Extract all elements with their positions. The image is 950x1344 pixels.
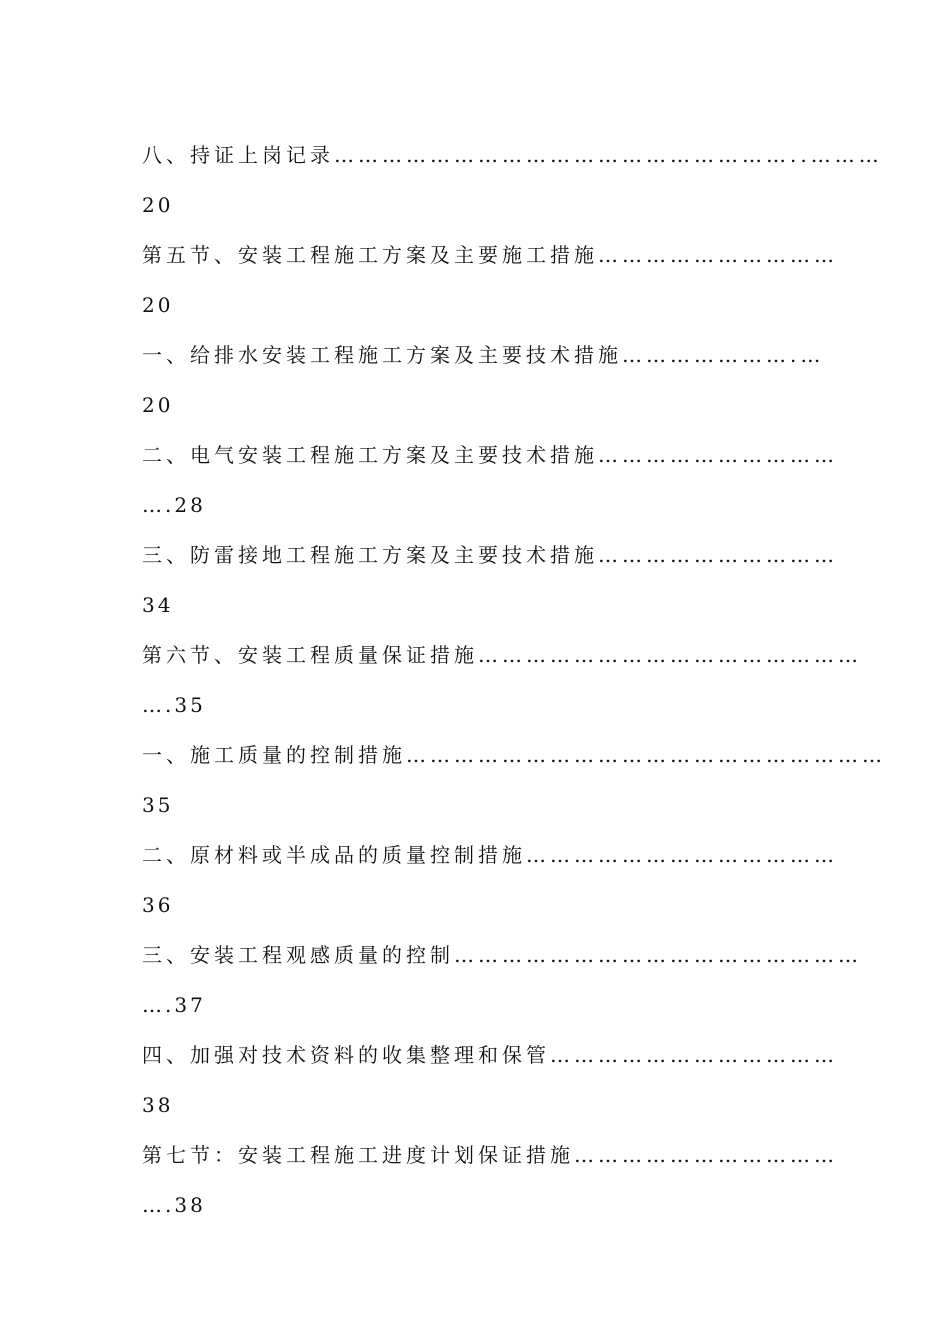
toc-entry <box>142 330 825 430</box>
toc-entry-title: 第五节、安装工程施工方案及主要施工措施………………………… <box>142 243 838 267</box>
toc-entry-title: 三、防雷接地工程施工方案及主要技术措施………………………… <box>142 543 838 567</box>
toc-entry-page: ….37 <box>142 993 206 1017</box>
toc-entry-title: 一、给排水安装工程施工方案及主要技术措施………………….… <box>142 343 825 367</box>
toc-entry <box>142 530 838 630</box>
toc-entry <box>142 1030 838 1130</box>
toc-entry-page: 20 <box>142 393 174 417</box>
toc-entry-title: 二、原材料或半成品的质量控制措施………………………………… <box>142 843 838 867</box>
toc-entry-page: 20 <box>142 193 174 217</box>
toc-entry-title: 第七节：安装工程施工进度计划保证措施…………………………… <box>142 1143 838 1167</box>
toc-entry <box>142 430 838 530</box>
toc-entry-page: ….35 <box>142 693 206 717</box>
toc-entry-page: 38 <box>142 1093 174 1117</box>
toc-entry-title: 三、安装工程观感质量的控制…………………………………………… <box>142 943 862 967</box>
toc-entry-page: 36 <box>142 893 174 917</box>
toc-entry-page: 35 <box>142 793 174 817</box>
toc-entry-title: 八、持证上岗记录…………………………………………………..……… <box>142 143 883 167</box>
toc-entry <box>142 1130 838 1230</box>
toc-entry-page: 34 <box>142 593 174 617</box>
table-of-contents <box>142 130 886 1230</box>
toc-entry-page: ….38 <box>142 1193 206 1217</box>
toc-entry <box>142 230 838 330</box>
toc-entry-title: 四、加强对技术资料的收集整理和保管……………………………… <box>142 1043 838 1067</box>
toc-entry <box>142 630 862 730</box>
toc-entry-page: ….28 <box>142 493 206 517</box>
toc-entry <box>142 730 886 830</box>
toc-entry-title: 一、施工质量的控制措施…………………………………………………… <box>142 743 886 767</box>
toc-entry-title: 二、电气安装工程施工方案及主要技术措施………………………… <box>142 443 838 467</box>
toc-entry <box>142 130 883 230</box>
toc-entry <box>142 830 838 930</box>
toc-entry <box>142 930 862 1030</box>
toc-entry-title: 第六节、安装工程质量保证措施………………………………………… <box>142 643 862 667</box>
toc-entry-page: 20 <box>142 293 174 317</box>
